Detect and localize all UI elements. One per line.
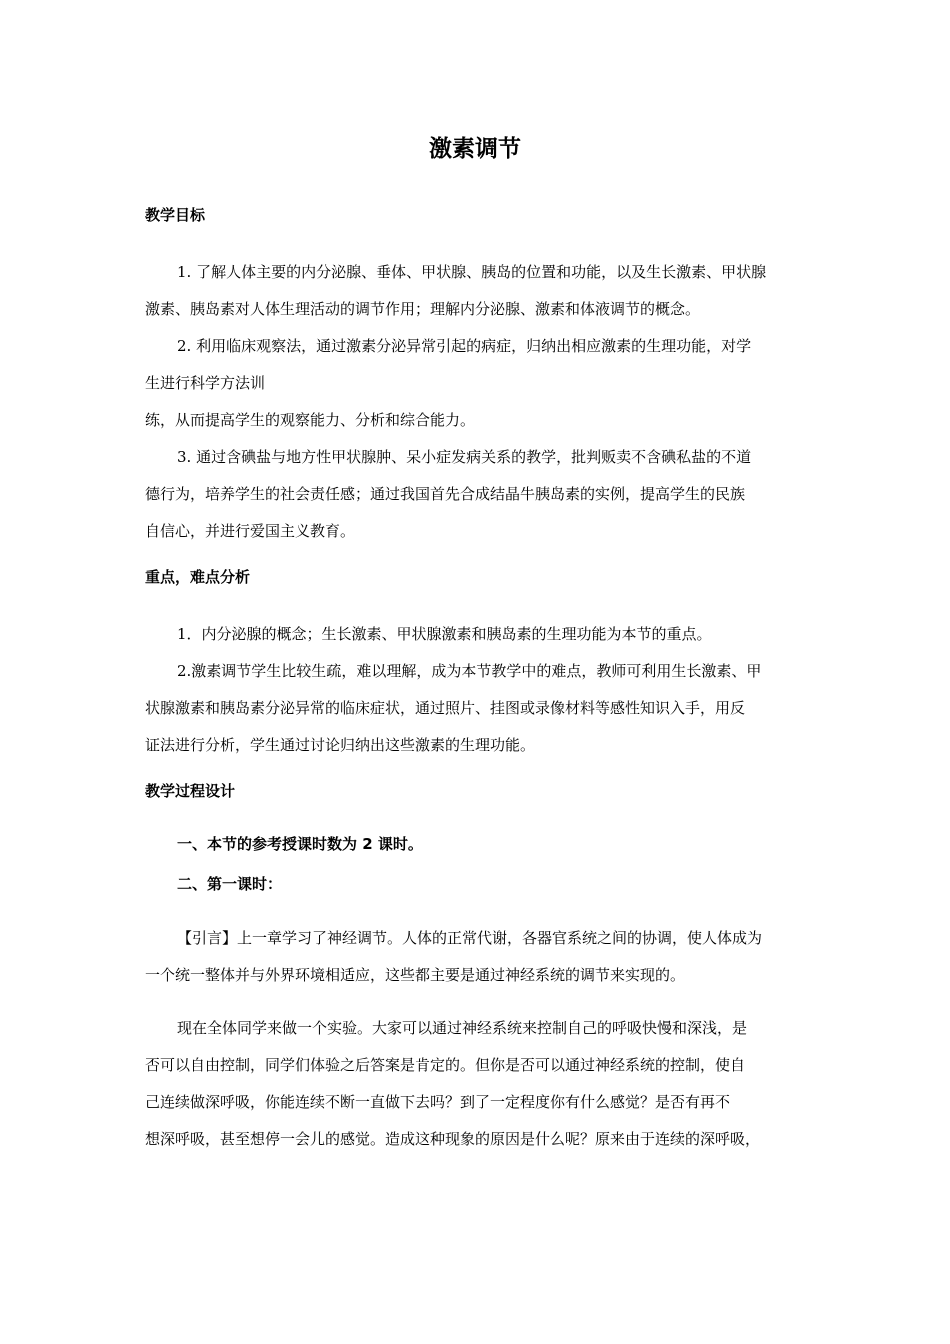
text-line: 德行为，培养学生的社会责任感；通过我国首先合成结晶牛胰岛素的实例，提高学生的民族 [145, 485, 746, 503]
text-line: 想深呼吸，甚至想停一会儿的感觉。造成这种现象的原因是什么呢？原来由于连续的深呼吸， [145, 1130, 761, 1148]
text-line: 2. 利用临床观察法，通过激素分泌异常引起的病症，归纳出相应激素的生理功能，对学 [177, 337, 752, 355]
text-line: 生进行科学方法训 [145, 374, 266, 392]
key-point-paragraph-2 [145, 653, 815, 764]
section-heading-goals: 教学目标 [145, 206, 206, 224]
text-line: 证法进行分析，学生通过讨论归纳出这些激素的生理功能。 [145, 736, 536, 754]
text-line: 否可以自由控制，同学们体验之后答案是肯定的。但你是否可以通过神经系统的控制，使自 [145, 1056, 746, 1074]
text-line: 激素、胰岛素对人体生理活动的调节作用；理解内分泌腺、激素和体液调节的概念。 [145, 300, 701, 318]
document-title: 激素调节 [429, 136, 521, 162]
section-teaching-goals [145, 204, 815, 550]
text-line: 3. 通过含碘盐与地方性甲状腺肿、呆小症发病关系的教学，批判贩卖不含碘私盐的不道 [177, 448, 752, 466]
section-heading-key-points: 重点，难点分析 [145, 568, 251, 586]
process-subheading-2: 二、第一课时： [177, 875, 283, 893]
key-point-paragraph-1 [145, 616, 815, 653]
text-line: 自信心，并进行爱国主义教育。 [145, 522, 356, 540]
text-line: 现在全体同学来做一个实验。大家可以通过神经系统来控制自己的呼吸快慢和深浅，是 [177, 1019, 748, 1037]
text-line: 一个统一整体并与外界环境相适应，这些都主要是通过神经系统的调节来实现的。 [145, 966, 686, 984]
section-key-points [145, 566, 815, 764]
text-line: 【引言】上一章学习了神经调节。人体的正常代谢，各器官系统之间的协调，使人体成为 [177, 929, 763, 947]
text-line: 1. 了解人体主要的内分泌腺、垂体、甲状腺、胰岛的位置和功能，以及生长激素、甲状腺 [177, 263, 767, 281]
goal-paragraph-1 [145, 254, 815, 328]
intro-paragraph [145, 920, 815, 994]
text-line: 状腺激素和胰岛素分泌异常的临床症状，通过照片、挂图或录像材料等感性知识入手，用反 [145, 699, 746, 717]
process-subheading-1: 一、本节的参考授课时数为 2 课时。 [177, 835, 423, 853]
text-line: 练，从而提高学生的观察能力、分析和综合能力。 [145, 411, 476, 429]
text-line: 2.激素调节学生比较生疏，难以理解，成为本节教学中的难点，教师可利用生长激素、甲 [177, 662, 762, 680]
section-heading-process: 教学过程设计 [145, 782, 236, 800]
goal-paragraph-3 [145, 439, 815, 550]
experiment-paragraph [145, 1010, 815, 1158]
goal-paragraph-2 [145, 328, 815, 439]
section-teaching-process [145, 780, 815, 1158]
text-line: 1．内分泌腺的概念；生长激素、甲状腺激素和胰岛素的生理功能为本节的重点。 [177, 625, 712, 643]
text-line: 己连续做深呼吸，你能连续不断一直做下去吗？到了一定程度你有什么感觉？是否有再不 [145, 1093, 731, 1111]
document-body [145, 204, 815, 1158]
